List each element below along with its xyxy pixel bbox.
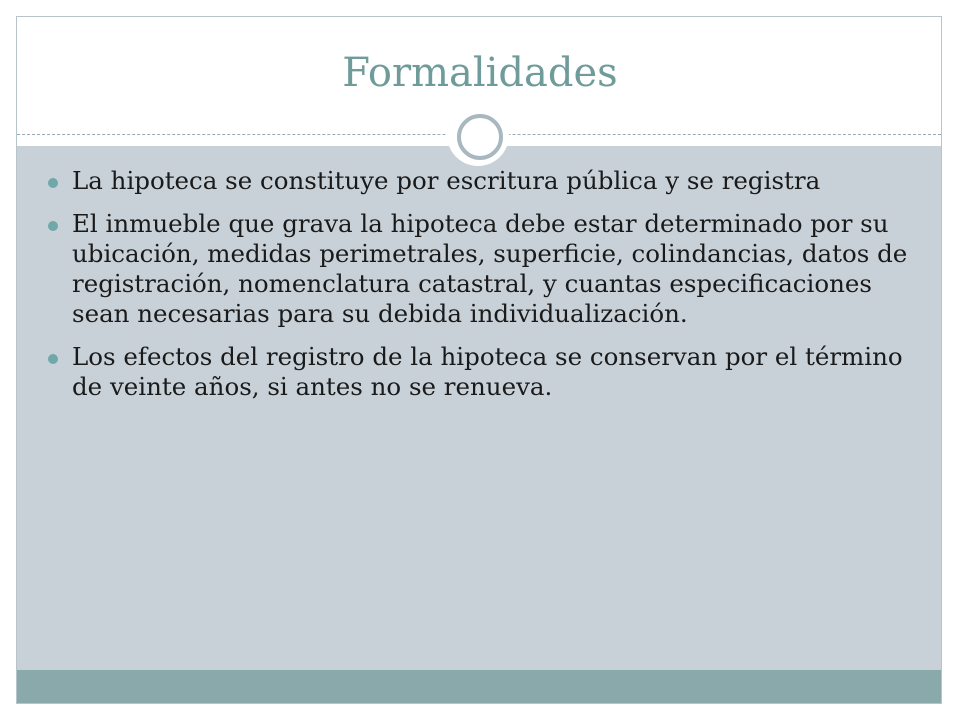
bullet-list [48, 166, 918, 415]
footer-bar [17, 670, 941, 703]
bullet-dot-icon [48, 354, 58, 364]
bullet-text: Los efectos del registro de la hipoteca se conservan por el término de veinte años, si antes no se renueva. [72, 342, 903, 401]
bullet-item [48, 166, 918, 196]
bullet-item [48, 209, 918, 329]
slide-title: Formalidades [342, 50, 618, 96]
bullet-text: La hipoteca se constituye por escritura pública y se registra [72, 166, 821, 195]
bullet-dot-icon [48, 221, 58, 231]
ring-inner-icon [457, 114, 503, 160]
bullet-text: El inmueble que grava la hipoteca debe estar determinado por su ubicación, medidas perimetrales, superficie, colindancias, datos de registración, nomenclatura catastral, y cuantas especificaciones sean necesarias para su debida individualización. [72, 209, 908, 328]
bullet-dot-icon [48, 178, 58, 188]
bullet-item [48, 342, 918, 402]
